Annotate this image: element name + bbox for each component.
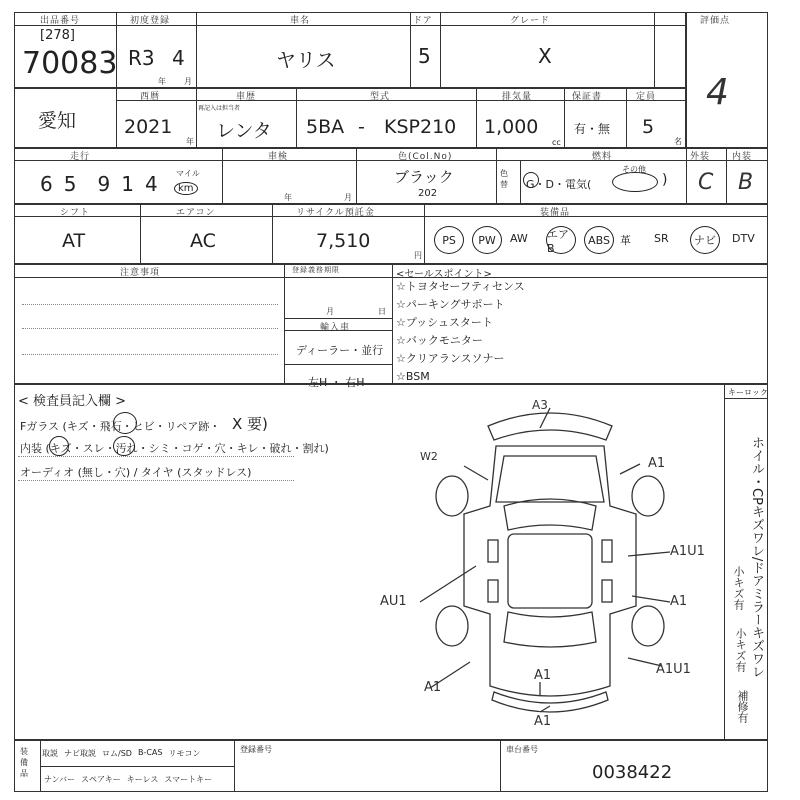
footer-item: 取説 [42, 749, 58, 758]
model-prefix: 5BA [306, 116, 345, 138]
mirror-left [488, 540, 498, 562]
region: 愛知 [38, 110, 77, 132]
equipment-item: PW [472, 226, 502, 254]
import-day: 日 [378, 307, 386, 316]
damage-a1-fr: A1 [648, 456, 666, 471]
label-category: 車歴 [236, 92, 257, 102]
wheel-rr [632, 606, 664, 646]
label-year: 西暦 [140, 92, 161, 102]
sales-points-label: <セールスポイント> [396, 269, 492, 280]
color-change: 色替 [500, 169, 508, 189]
inspector-glass-mark: X 要) [232, 415, 268, 433]
label-equipment: 装備品 [540, 208, 571, 218]
damage-a1u1-r1: A1U1 [670, 544, 705, 559]
side-note-right: 補修有 [736, 690, 749, 723]
label-insurance: 保証書 [572, 92, 603, 102]
damage-a3-top: A3 [532, 398, 548, 412]
damage-a1-r2: A1 [670, 594, 688, 609]
inspector-audio: オーディオ (無し・穴) / タイヤ (スタッドレス) [20, 466, 252, 479]
label-fuel: 燃料 [592, 152, 613, 162]
label-first-reg: 初度登録 [130, 16, 171, 26]
wheel-rl [436, 606, 468, 646]
equipment-item: ABS [584, 226, 614, 254]
footer-item: ロム/SD [102, 749, 132, 758]
mileage-digit: 1 [121, 172, 134, 196]
label-displacement: 排気量 [502, 92, 533, 102]
mileage-digits [40, 172, 158, 196]
footer-item: キーレス [126, 775, 159, 784]
equipment-item: DTV [732, 232, 755, 245]
wheel-fr [632, 476, 664, 516]
hand-line: 左H ・ 右H [308, 376, 365, 389]
side-note-main: ホイル・CPキズワレ/ドアミラーキズワレ [749, 436, 764, 679]
footer-item: ナンバー [44, 775, 76, 784]
sales-point: ☆トヨタセーフティセンス [396, 280, 525, 293]
footer-item: ナビ取説 [64, 749, 96, 758]
rear-bumper-shape [492, 692, 608, 712]
model-code: KSP210 [384, 116, 457, 138]
fuel-g-circle [523, 172, 539, 188]
fuel-close: ) [662, 172, 668, 188]
footer-side-label [20, 746, 34, 779]
equipment-row [428, 224, 768, 256]
label-mileage: 走行 [70, 152, 91, 162]
label-model: 型式 [370, 92, 391, 102]
lot-number: 70083 [22, 46, 118, 81]
mileage-digit: 9 [97, 172, 111, 196]
recycle-unit: 円 [414, 251, 422, 260]
sales-point: ☆クリアランスソナー [396, 352, 505, 365]
side-note-mid: 小キズ有 [734, 628, 747, 672]
mileage-digit: 5 [63, 172, 77, 196]
sales-point: ☆バックモニター [396, 334, 483, 347]
label-reg-no: 登録番号 [240, 745, 272, 754]
sales-points-list [396, 278, 525, 386]
insurance: 有・無 [574, 122, 611, 136]
chassis-no: 0038422 [592, 762, 673, 783]
windshield-shape [504, 499, 596, 530]
label-interior: 内装 [732, 152, 753, 162]
damage-a1u1-l: AU1 [380, 594, 407, 609]
mileage-unit-mile: マイル [176, 169, 200, 178]
capacity: 5 [642, 116, 655, 138]
footer-items-top [42, 748, 200, 759]
inspection-year: 年 [284, 193, 292, 202]
fuel-options: G・D・電気( [526, 178, 592, 191]
score-value: 4 [706, 72, 729, 113]
sales-point: ☆BSM [396, 370, 430, 383]
car-name: ヤリス [276, 48, 336, 72]
color-no: 202 [418, 188, 438, 199]
doors: 5 [418, 44, 431, 68]
label-inspection: 車検 [268, 152, 289, 162]
equipment-item: エアB [546, 226, 576, 254]
equipment-item: AW [510, 232, 528, 245]
lot-bracket: [278] [40, 28, 75, 43]
label-score: 評価点 [700, 16, 731, 26]
reg-era: R3 [128, 46, 155, 70]
hood-shape [496, 456, 604, 502]
middle-frame [14, 264, 768, 384]
recycle: 7,510 [316, 230, 371, 252]
footer-item: スマートキー [164, 775, 213, 784]
label-recycle: リサイクル預託金 [296, 208, 375, 218]
dealer-line: ディーラー・並行 [296, 344, 384, 357]
label-entry-no: 出品番号 [40, 16, 81, 26]
model-dash: - [358, 116, 365, 138]
damage-a1-bottom: A1 [534, 714, 552, 729]
inspector-interior: 内装 (キズ・スレ・汚れ・シミ・コゲ・穴・キレ・破れ・割れ) [20, 442, 329, 455]
label-exterior: 外装 [690, 152, 711, 162]
reg-month: 4 [172, 46, 185, 70]
year-unit: 年 [186, 137, 194, 146]
sales-point: ☆プッシュスタート [396, 316, 493, 329]
glass-chip-circle [113, 412, 137, 434]
displacement: 1,000 [484, 116, 539, 138]
inspection-month: 月 [344, 193, 352, 202]
interior-grade: B [738, 170, 754, 195]
mileage-digit: 6 [40, 172, 53, 196]
label-shift: シフト [60, 208, 91, 218]
label-chassis: 車台番号 [506, 745, 538, 754]
shift: AT [62, 230, 86, 252]
color-name: ブラック [394, 168, 454, 186]
sales-point: ☆パーキングサポート [396, 298, 505, 311]
label-import-type: 輸入車 [320, 323, 351, 333]
footer-items-bottom [44, 774, 212, 785]
reg-unit-month: 月 [184, 77, 192, 86]
roof-shape [508, 534, 592, 608]
door-handle-left [488, 580, 498, 602]
category: レンタ [216, 120, 272, 142]
exterior-grade: C [698, 170, 714, 195]
equipment-item: ナビ [690, 226, 720, 254]
grade: X [538, 44, 552, 68]
mirror-right [602, 540, 612, 562]
side-note-left: 小キズ有 [732, 566, 745, 610]
aircon: AC [190, 230, 216, 252]
capacity-unit: 名 [674, 137, 682, 146]
footer-side-label-top: 装備品 [20, 747, 28, 778]
reg-unit-year: 年 [158, 77, 166, 86]
mileage-unit-km: km [174, 182, 198, 195]
door-handle-right [602, 580, 612, 602]
label-aircon: エアコン [176, 208, 216, 218]
damage-a1-rear: A1 [534, 668, 552, 683]
label-import-date: 登録義務期限 [292, 266, 340, 274]
wheel-fl [436, 476, 468, 516]
inspector-glass: Fガラス (キズ・飛石・ヒビ・リペア跡・ [20, 420, 221, 433]
interior-stain-circle [113, 436, 135, 456]
equipment-item: 革 [620, 234, 631, 247]
label-key-lock: キーロック [728, 388, 768, 397]
footer-item: リモコン [168, 749, 201, 758]
label-car-name: 車名 [290, 16, 311, 26]
year: 2021 [124, 116, 173, 138]
car-body-outline [464, 446, 636, 696]
label-color: 色(Col.No) [398, 152, 453, 162]
fuel-other: その他 [622, 165, 646, 174]
damage-w2: W2 [420, 450, 438, 463]
interior-scratch-circle [49, 436, 69, 456]
front-bumper-shape [488, 413, 612, 440]
displacement-unit: cc [552, 138, 561, 147]
category-note: 再記入は担当者 [198, 105, 241, 112]
fuel-other-circle [612, 172, 658, 192]
rear-window-shape [504, 612, 596, 647]
inspector-title: < 検査員記入欄 > [18, 394, 127, 409]
footer-item: B-CAS [137, 748, 163, 757]
label-capacity: 定員 [636, 92, 657, 102]
footer-item: スペアキー [81, 775, 121, 784]
equipment-item: PS [434, 226, 464, 254]
import-month: 月 [326, 307, 334, 316]
damage-a1-rl: A1 [424, 680, 442, 695]
label-notes: 注意事項 [120, 268, 161, 278]
car-damage-diagram [400, 396, 700, 736]
label-doors: ドア [413, 16, 433, 26]
equipment-item: SR [654, 232, 669, 245]
label-grade: グレード [510, 16, 551, 26]
mileage-digit: 4 [144, 172, 158, 196]
damage-a1u1-rr: A1U1 [656, 662, 691, 677]
